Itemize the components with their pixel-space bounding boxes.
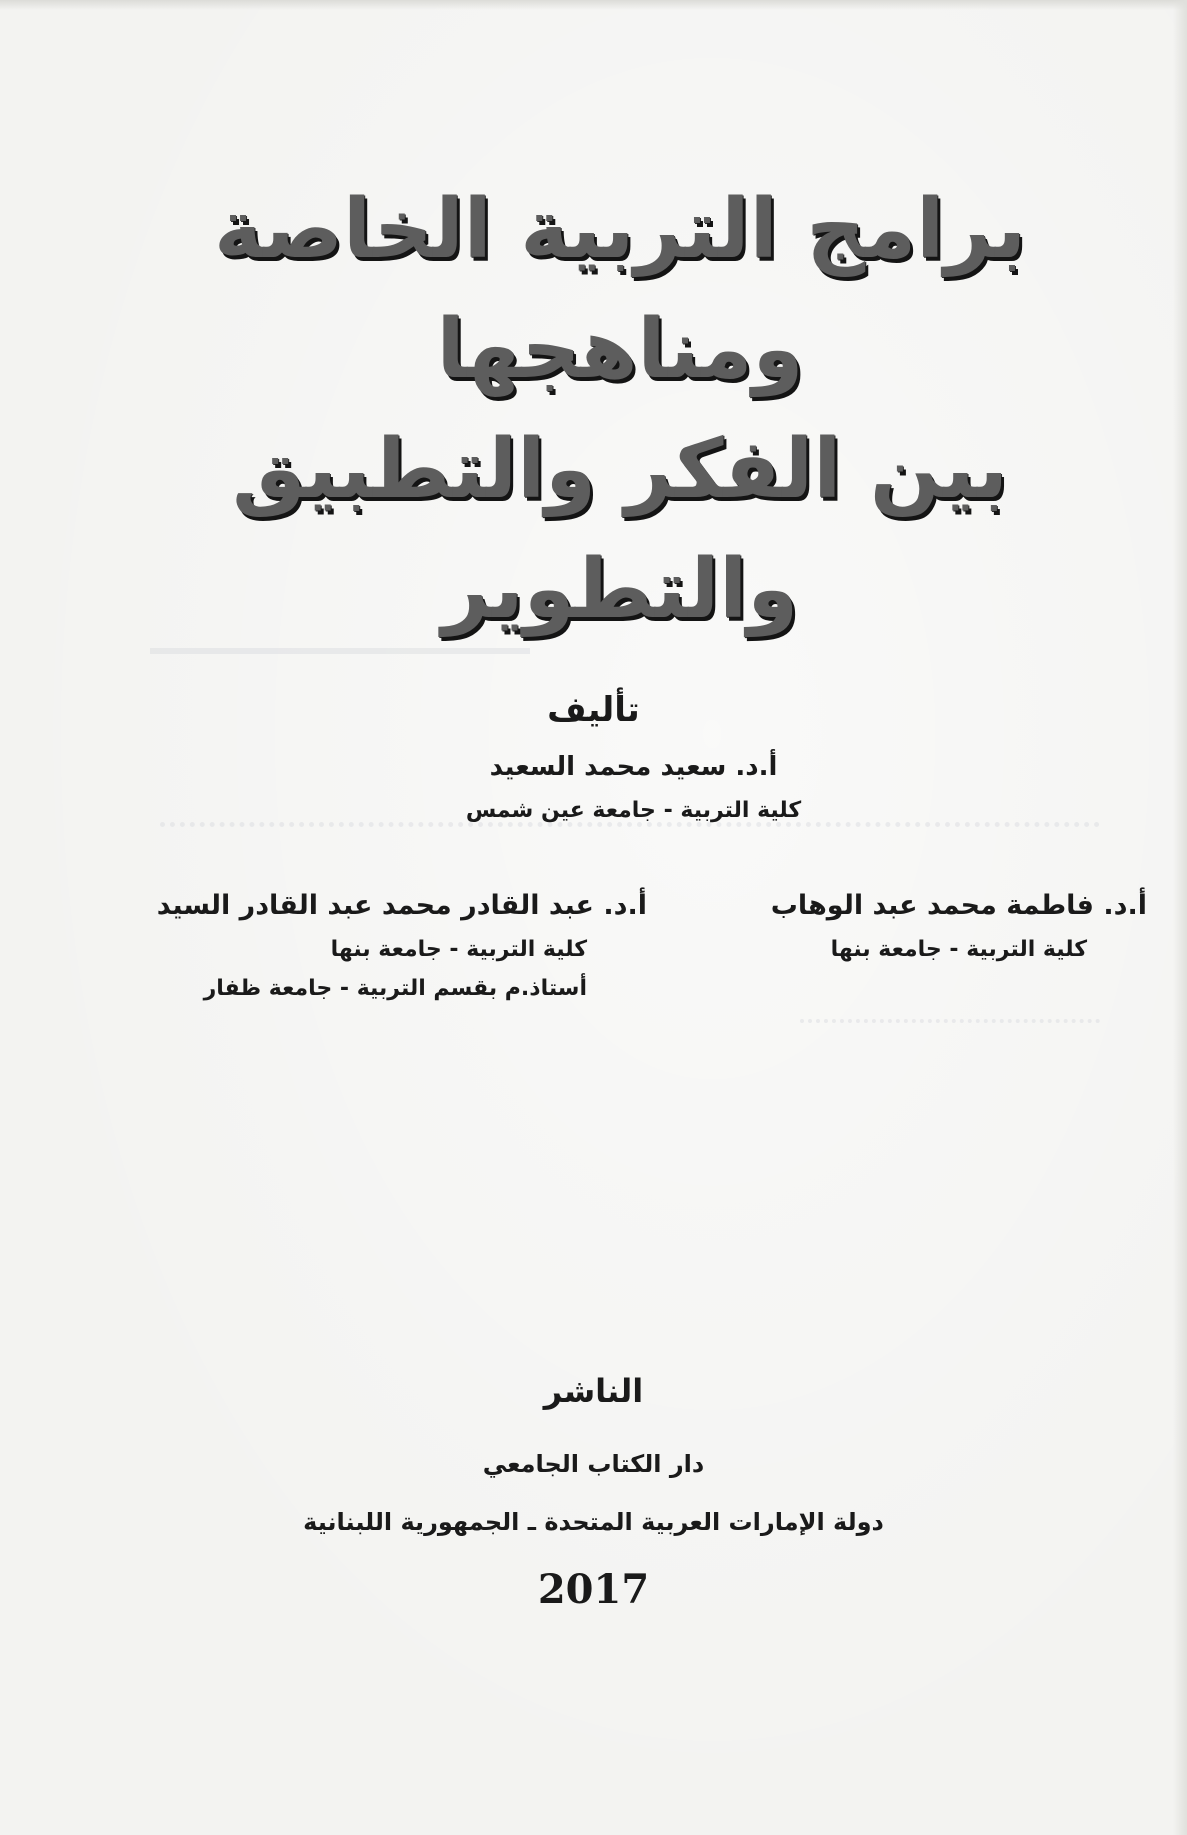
author-left-affiliation-2: أستاذ.م بقسم التربية - جامعة ظفار [203, 976, 587, 1001]
publication-year: 2017 [537, 1566, 650, 1613]
author-right-block [727, 890, 1147, 976]
bleed-through-mark [800, 1005, 1100, 1023]
author-main-affiliation: كلية التربية - جامعة عين شمس [465, 798, 802, 823]
author-left-block [107, 890, 647, 1015]
publisher-name: دار الكتاب الجامعي [482, 1450, 705, 1478]
author-main-name: أ.د. سعيد محمد السعيد [489, 752, 778, 782]
author-right-name: أ.د. فاطمة محمد عبد الوهاب [770, 890, 1147, 921]
book-title [150, 170, 1090, 650]
scan-edge-shadow-right [1173, 0, 1187, 1835]
authored-by-label: تأليف [547, 690, 640, 730]
publisher-country: دولة الإمارات العربية المتحدة ـ الجمهورية اللبنانية [303, 1508, 884, 1536]
book-title-line-2: بين الفكر والتطبيق والتطوير [232, 422, 1008, 637]
author-right-affiliation: كلية التربية - جامعة بنها [830, 937, 1087, 962]
scan-edge-shadow-top [0, 0, 1187, 10]
publisher-label: الناشر [543, 1372, 644, 1410]
book-title-line-1: برامج التربية الخاصة ومناهجها [214, 182, 1026, 397]
author-left-affiliation: كلية التربية - جامعة بنها [330, 937, 587, 962]
author-left-name: أ.د. عبد القادر محمد عبد القادر السيد [156, 890, 647, 921]
